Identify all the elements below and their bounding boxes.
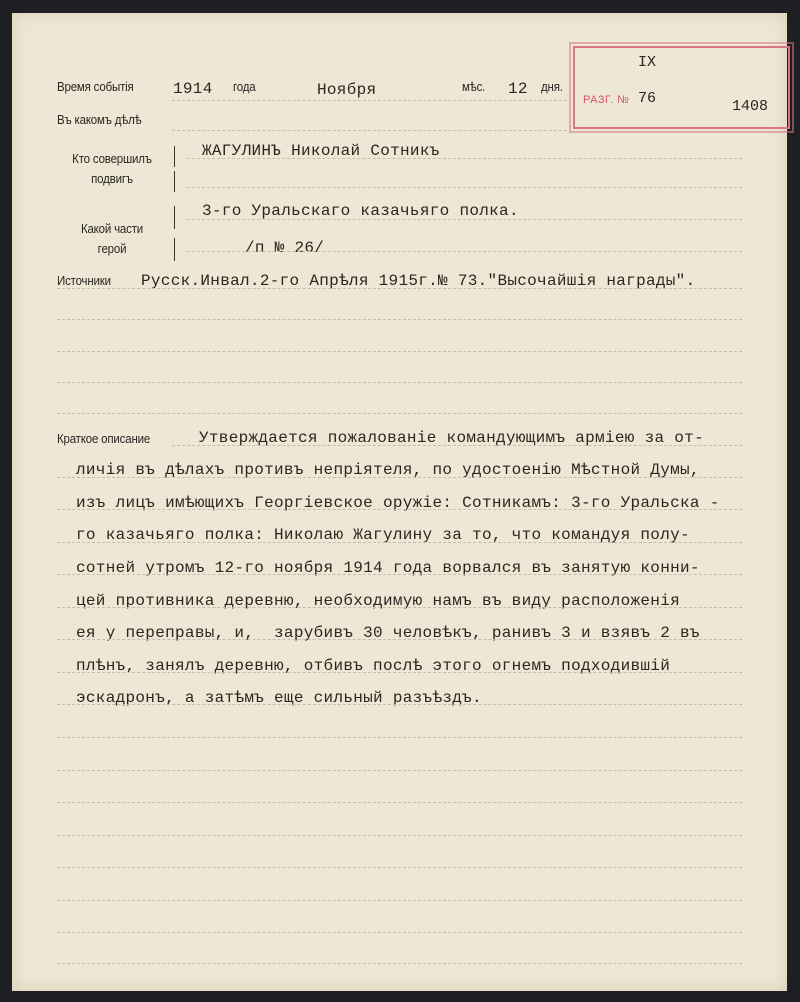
rule [57,900,742,901]
sources-label: Источники [57,274,111,288]
day-label: дня. [541,80,563,94]
rule [57,932,742,933]
rule [172,130,567,131]
rule [57,574,742,575]
rule [57,704,742,705]
description-line: личія въ дѣлахъ противъ непріятеля, по удостоенію Мѣстной Думы, [76,461,700,479]
description-line: ея у переправы, и, зарубивъ 30 человѣкъ, ранивъ 3 и взявъ 2 въ [76,624,700,642]
who-value: ЖАГУЛИНЪ Николай Сотникъ [202,142,440,160]
rule [187,219,742,220]
bracket-bar [174,238,175,261]
rule [57,413,742,414]
registry-stamp [573,46,790,129]
year-value: 1914 [173,80,213,98]
rule [57,835,742,836]
rule [187,158,742,159]
rule [57,542,742,543]
unit-value-line-1: 3-го Уральскаго казачьяго полка. [202,202,519,220]
rule [57,672,742,673]
rule [57,963,742,964]
year-label: года [233,80,256,94]
month-label: мѣс. [462,80,486,94]
case-label: Въ какомъ дѣлѣ [57,113,142,127]
description-line: изъ лицъ имѣющихъ Георгіевское оружіе: Сотникамъ: 3-го Уральска - [76,494,720,512]
rule [57,770,742,771]
rule [57,607,742,608]
description-line: плѣнъ, занялъ деревню, отбивъ послѣ этого огнемъ подходившій [76,657,671,675]
rule [187,187,742,188]
bracket-bar [174,206,175,229]
rule [57,509,742,510]
rule [172,445,742,446]
who-label-line-2: подвигъ [91,172,133,186]
bracket-bar [174,171,175,192]
rule [57,639,742,640]
description-label: Краткое описание [57,432,151,446]
description-line: Утверждается пожалованіе командующимъ арміею за от- [199,429,704,447]
rule [57,351,742,352]
unit-label-line-2: герой [97,242,127,256]
month-value: Ноября [317,81,377,99]
description-line: сотней утромъ 12-го ноября 1914 года ворвался въ занятую конни- [76,559,700,577]
bracket-bar [174,146,175,167]
rule [57,477,742,478]
stamp-roman-numeral: IX [638,54,657,71]
sources-value: Русск.Инвал.2-го Апрѣля 1915г.№ 73."Высочайшія награды". [141,272,696,290]
description-line: эскадронъ, а затѣмъ еще сильный разъѣздъ. [76,689,482,707]
day-value: 12 [508,80,528,98]
description-line: го казачьяго полка: Николаю Жагулину за то, что командуя полу- [76,526,690,544]
rule [172,100,567,101]
rule [57,288,742,289]
rule [57,737,742,738]
description-line: цей противника деревню, необходимую намъ въ виду расположенія [76,592,680,610]
event-time-label: Время событія [57,80,134,94]
who-label-line-1: Кто совершилъ [72,152,152,166]
rule [57,382,742,383]
rule [57,802,742,803]
archive-card [12,13,787,991]
rule [57,867,742,868]
rule [187,251,742,252]
unit-label [57,219,167,259]
who-label [57,149,167,189]
stamp-number: 76 [638,90,657,107]
rule [57,319,742,320]
record-number: 1408 [732,98,769,115]
stamp-label: РАЗГ. № [583,94,630,106]
unit-label-line-1: Какой части [80,222,144,236]
unit-value-line-2: /п № 26/ [245,239,325,257]
